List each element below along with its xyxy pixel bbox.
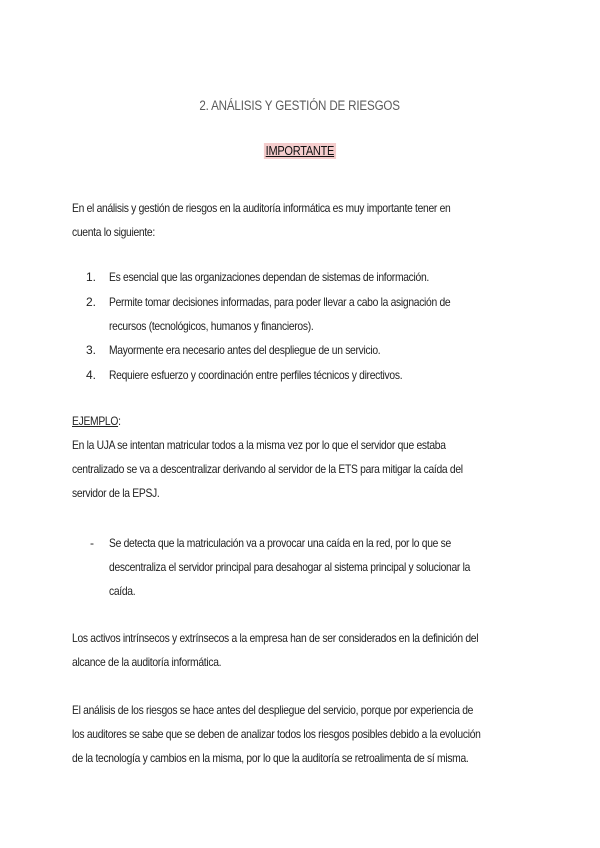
list-number-1: 1. [85,270,96,284]
activos-line-2: alcance de la auditoría informática. [72,655,222,669]
importante-wrap [0,142,600,160]
analisis-line-2: los auditores se sabe que se deben de analizar todos los riesgos posibles debido a la evolución [72,727,481,741]
activos-line-1: Los activos intrínsecos y extrínsecos a la empresa han de ser considerados en la definición del [72,631,479,645]
ejemplo-line-3: servidor de la EPSJ. [72,486,160,500]
bullet-line-1: Se detecta que la matriculación va a provocar una caída en la red, por lo que se [109,536,451,550]
analisis-line-1: El análisis de los riesgos se hace antes del despliegue del servicio, porque por experiencia de [72,703,474,717]
ejemplo-line-2: centralizado se va a descentralizar derivando al servidor de la ETS para mitigar la caída del [72,462,463,476]
ejemplo-colon: : [118,414,121,428]
intro-line-2: cuenta lo siguiente: [72,225,155,239]
section-heading: 2. ANÁLISIS Y GESTIÓN DE RIESGOS [199,98,401,113]
ejemplo-label: EJEMPLO [72,414,119,428]
importante-label: IMPORTANTE [265,144,335,158]
ejemplo-heading [72,409,121,433]
list-item-4-line-1: Requiere esfuerzo y coordinación entre perfiles técnicos y directivos. [109,368,403,382]
list-item-1-line-1: Es esencial que las organizaciones dependan de sistemas de información. [109,270,429,284]
list-item-2-line-1: Permite tomar decisiones informadas, para poder llevar a cabo la asignación de [109,295,451,309]
ejemplo-line-1: En la UJA se intentan matricular todos a la misma vez por lo que el servidor que estaba [72,438,446,452]
list-number-2: 2. [85,295,96,309]
list-item-2-line-2: recursos (tecnológicos, humanos y financieros). [109,319,314,333]
dash-bullet-marker: - [90,536,94,550]
list-number-3: 3. [85,343,96,357]
list-number-4: 4. [85,368,96,382]
bullet-line-3: caída. [109,584,136,598]
intro-line-1: En el análisis y gestión de riesgos en la auditoría informática es muy importante tener en [72,201,451,215]
analisis-line-3: de la tecnología y cambios en la misma, por lo que la auditoría se retroalimenta de sí misma. [72,751,469,765]
bullet-line-2: descentraliza el servidor principal para desahogar al sistema principal y solucionar la [109,560,471,574]
list-item-3-line-1: Mayormente era necesario antes del despliegue de un servicio. [109,343,381,357]
